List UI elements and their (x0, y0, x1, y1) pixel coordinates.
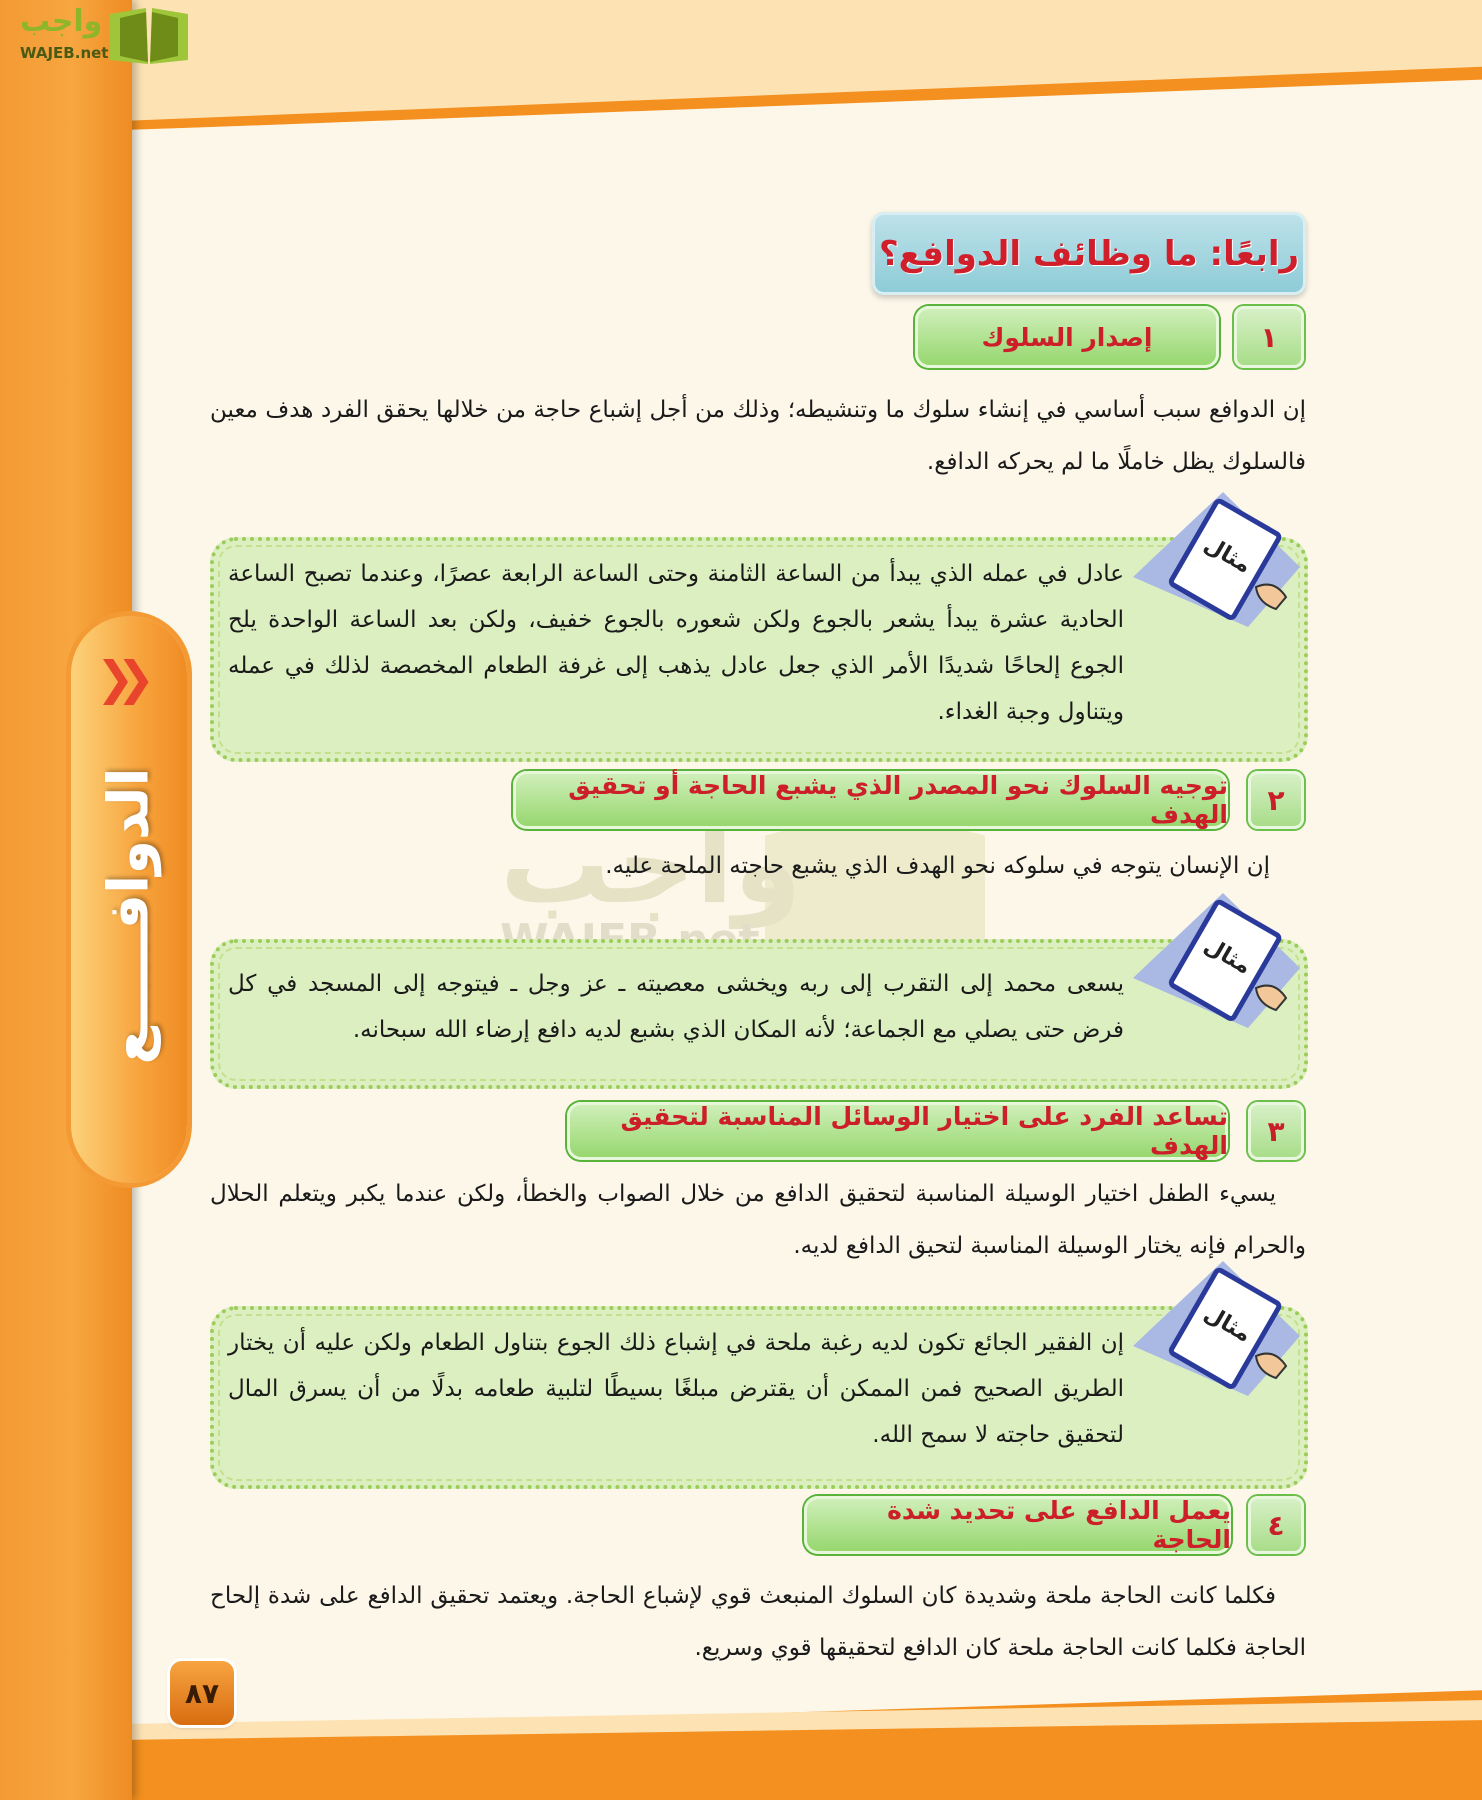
section-title-box (872, 212, 1306, 295)
wajeb-logo[interactable] (8, 4, 188, 68)
example-clipboard-icon (1128, 1261, 1303, 1396)
example-text-1: عادل في عمله الذي يبدأ من الساعة الثامنة وحتى الساعة الرابعة عصرًا، وعندما تصبح الساعة الحادية عشرة يبدأ يشعر بالجوع ولكن شعوره بالجوع خفيف، ولكن بعد الساعة الواحدة يلح الجوع إلحاحًا شديدًا الأمر الذي جعل عادل يذهب إلى غرفة الطعام المخصصة لذلك في عمله ويتناول وجبة الغداء. (228, 561, 1124, 725)
example-clipboard-icon (1128, 893, 1303, 1028)
section-title: رابعًا: ما وظائف الدوافع؟ (878, 233, 1300, 274)
chapter-side-tab[interactable] (71, 616, 187, 1183)
paragraph-2: إن الإنسان يتوجه في سلوكه نحو الهدف الذي يشبع حاجته الملحة عليه. (605, 853, 1270, 879)
heading-text: إصدار السلوك (981, 322, 1153, 352)
example-clipboard-icon (1128, 492, 1303, 627)
item-number-1: ١ (1234, 306, 1304, 368)
item-heading-3 (567, 1102, 1228, 1160)
item-heading-4 (804, 1496, 1231, 1554)
item-number-3: ٣ (1248, 1102, 1304, 1160)
paragraph-3: يسيء الطفل اختيار الوسيلة المناسبة لتحقيق الدافع من خلال الصواب والخطأ، ولكن عندما يكبر ويتعلم الحلال والحرام فإنه يختار الوسيلة المناسبة لتحيق الدافع لديه. (210, 1181, 1306, 1259)
page-number: ٨٧ (170, 1661, 234, 1725)
chevrons-icon: ❯❯ (96, 651, 138, 705)
item-heading-1 (915, 306, 1219, 368)
logo-latin: WAJEB.net (20, 44, 109, 62)
example-label: مثال (1199, 1301, 1256, 1348)
heading-text: يعمل الدافع على تحديد شدة الحاجة (887, 1496, 1231, 1554)
chapter-title: الدوافـــــع (96, 767, 162, 1065)
example-label: مثال (1199, 933, 1256, 980)
item-heading-2 (513, 771, 1228, 829)
example-text-3: إن الفقير الجائع تكون لديه رغبة ملحة في إشباع ذلك الجوع بتناول الطعام ولكن عليه أن يختار الطريق الصحيح فمن الممكن أن يقترض مبلغًا بسيطًا لتلبية طعامه بدلًا من أن يسرق المال لتحقيق حاجته لا سمح الله. (228, 1330, 1124, 1448)
book-icon (108, 6, 190, 66)
logo-arabic: واجب (20, 4, 103, 39)
heading-text: توجيه السلوك نحو المصدر الذي يشبع الحاجة أو تحقيق الهدف (568, 771, 1228, 829)
heading-text: تساعد الفرد على اختيار الوسائل المناسبة لتحقيق الهدف (620, 1102, 1228, 1160)
example-label: مثال (1199, 532, 1256, 579)
item-number-2: ٢ (1248, 771, 1304, 829)
paragraph-4: فكلما كانت الحاجة ملحة وشديدة كان السلوك المنبعث قوي لإشباع الحاجة. ويعتمد تحقيق الدافع على شدة إلحاح الحاجة فكلما كانت الحاجة ملحة كان الدافع لتحقيقها قوي وسريع. (210, 1583, 1306, 1661)
paragraph-1: إن الدوافع سبب أساسي في إنشاء سلوك ما وتنشيطه؛ وذلك من أجل إشباع حاجة من خلالها يحقق الفرد هدف معين فالسلوك يظل خاملًا ما لم يحركه الدافع. (210, 397, 1306, 475)
example-text-2: يسعى محمد إلى التقرب إلى ربه ويخشى معصيته ـ عز وجل ـ فيتوجه إلى المسجد في كل فرض حتى يصلي مع الجماعة؛ لأنه المكان الذي بشبع لديه دافع إرضاء الله سبحانه. (228, 971, 1124, 1043)
watermark-arabic: واجب (500, 800, 802, 928)
item-number-4: ٤ (1248, 1496, 1304, 1554)
